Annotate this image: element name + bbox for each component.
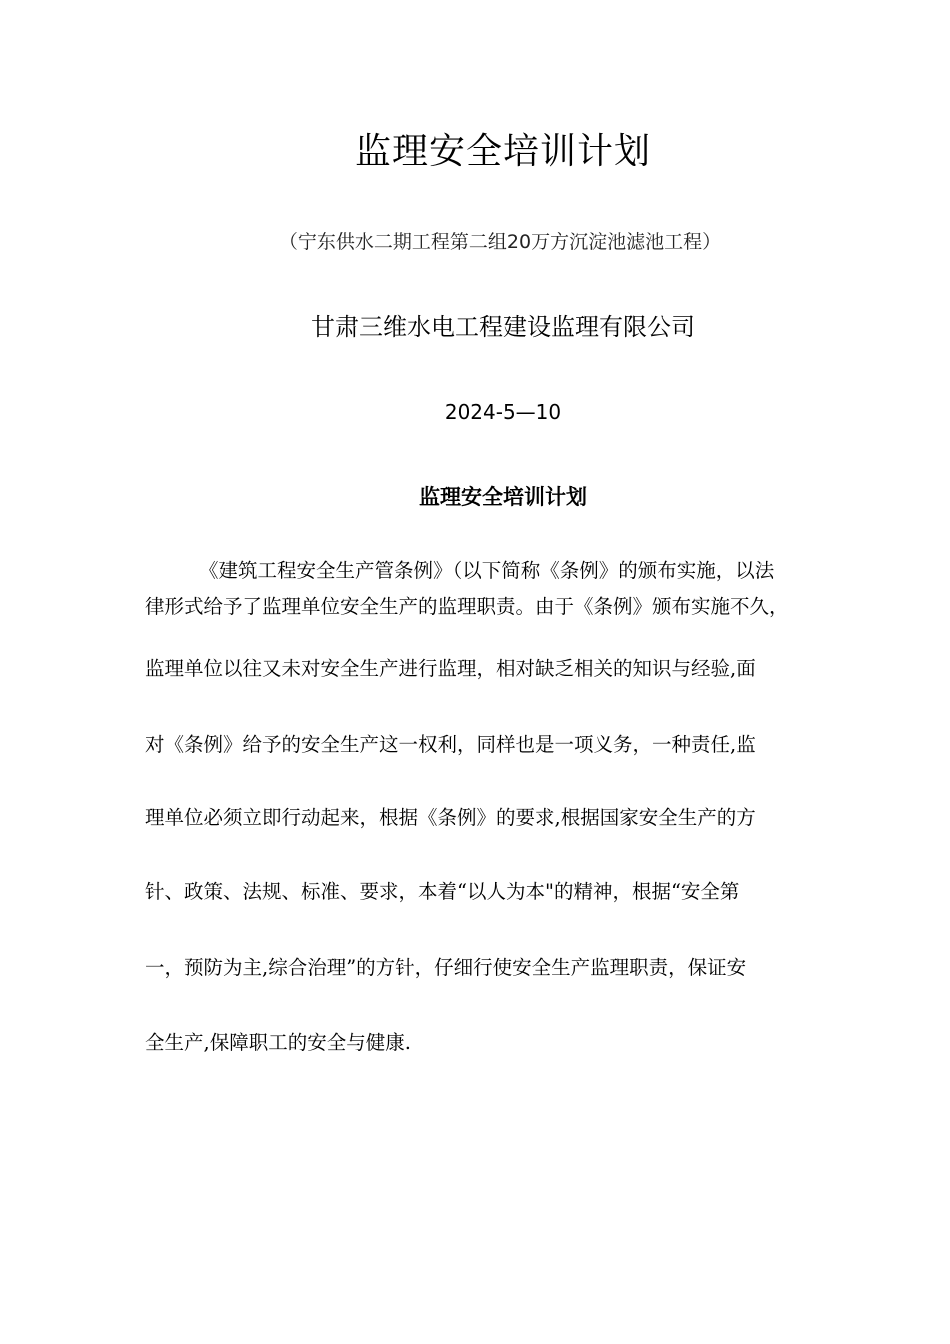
paragraph-line: 律形式给予了监理单位安全生产的监理职责。由于《条例》颁布实施不久， [145,595,789,618]
paragraph-line: 针、政策、法规、标准、要求，本着“以人为本"的精神，根据“安全第 [145,880,740,903]
company-name: 甘肃三维水电工程建设监理有限公司 [311,313,695,341]
paragraph-line: 监理单位以往又未对安全生产进行监理，相对缺乏相关的知识与经验,面 [145,657,756,680]
section-title: 监理安全培训计划 [419,485,587,509]
paragraph-line: 全生产,保障职工的安全与健康. [145,1031,411,1054]
paragraph-line: 理单位必须立即行动起来，根据《条例》的要求,根据国家安全生产的方 [145,806,756,829]
document-title: 监理安全培训计划 [354,131,651,172]
paragraph-line: 《建筑工程安全生产管条例》（以下简称《条例》的颁布实施，以法 [199,559,775,582]
paragraph-line: 对《条例》给予的安全生产这一权利，同样也是一项义务，一种责任,监 [145,733,756,756]
paragraph-line: 一，预防为主,综合治理”的方针，仔细行使安全生产监理职责，保证安 [145,956,747,979]
document-date: 2024-5—10 [444,400,562,424]
project-subtitle: （宁东供水二期工程第二组20万方沉淀池滤池工程） [278,231,722,253]
